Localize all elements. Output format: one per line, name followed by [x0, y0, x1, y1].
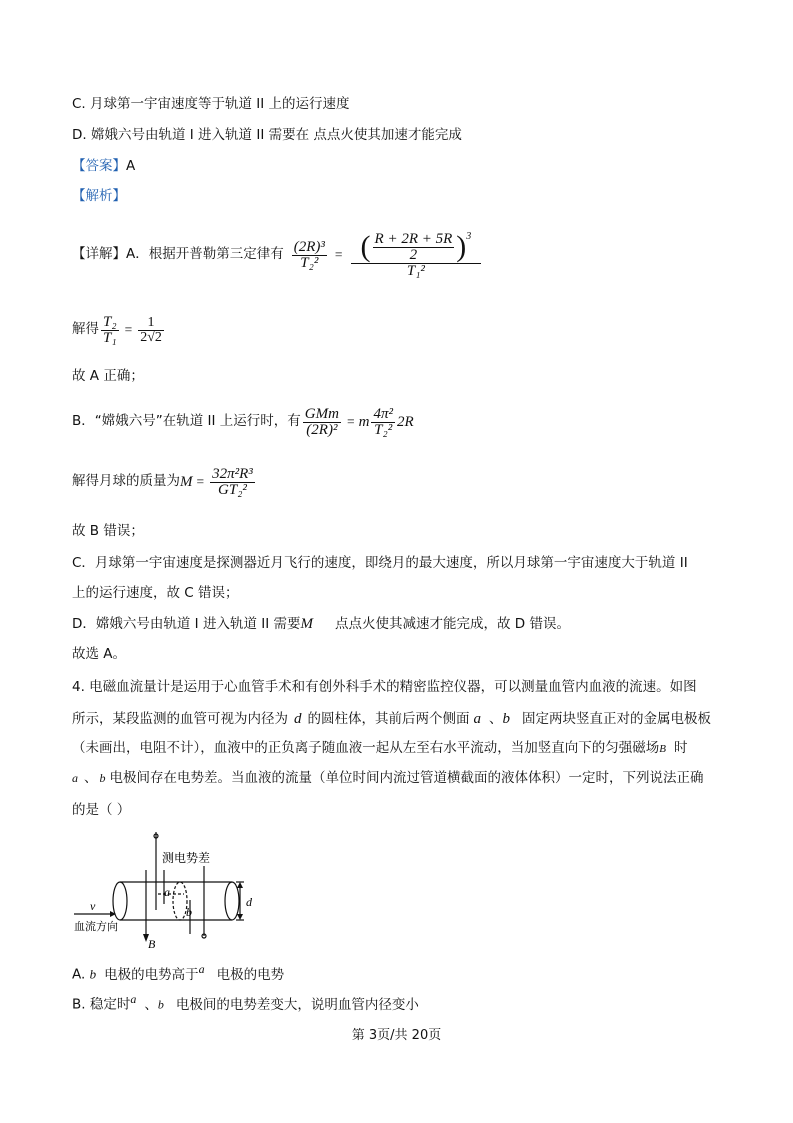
label-B: B	[148, 937, 156, 950]
q4-line2-mid: 的圆柱体，其前后两个侧面	[307, 711, 470, 727]
grav-fraction	[303, 407, 341, 438]
kepler-left-num: (2R)³	[293, 238, 325, 255]
detail-a-text: A．根据开普勒第三定律有	[126, 246, 284, 263]
b-wrong: 故 B 错误；	[72, 523, 144, 539]
mass-num: 32π²R³	[212, 465, 253, 482]
q4-line4-b: b	[99, 771, 106, 785]
d-line-pre: D．嫦娥六号由轨道 I 进入轨道 II 需要	[72, 616, 301, 632]
ratio-fraction	[101, 315, 119, 346]
ratio-rhs-fraction	[138, 316, 164, 345]
grav-rhs-fraction	[371, 407, 395, 438]
kepler-inner-num: R + 2R + 5R	[374, 230, 453, 247]
q4-B: B	[659, 743, 666, 755]
q4-line2-post: 固定两块竖直正对的金属电极板	[522, 711, 711, 727]
opt-a-post: 电极的电势	[216, 966, 285, 983]
q4-line4-post: 电极间存在电势差。当血液的流量（单位时间内流过管道横截面的液体体积）一定时，下列说法正确	[109, 770, 704, 786]
q4-d: d	[294, 711, 302, 727]
c-line1: C．月球第一宇宙速度是探测器近月飞行的速度，即绕月的最大速度，所以月球第一宇宙速度大于轨道 II	[72, 555, 688, 571]
choose-line: 故选 A。	[72, 646, 127, 662]
grav-rhs-post: 2R	[396, 413, 414, 430]
opt-a-b: b	[89, 966, 97, 982]
q4-line2	[72, 712, 711, 727]
q4-line3-post: 时	[673, 740, 688, 756]
q4-line4-a: a	[72, 771, 78, 785]
b-text: B．“嫦娥六号”在轨道 II 上运行时，有	[72, 413, 301, 430]
grav-den: (2R)²	[306, 421, 338, 438]
q4-line5: 的是（ ）	[72, 802, 131, 818]
q4-line4	[72, 772, 704, 786]
label-measure: 测电势差	[162, 851, 211, 865]
cross-section	[173, 882, 187, 920]
label-v: v	[90, 899, 96, 913]
label-flow: 血流方向	[74, 920, 118, 933]
mass-line: 解得月球的质量为 M = $\frac{\text{32π²R³}}{\text{GT₂²}}$	[72, 465, 253, 498]
mass-fraction	[210, 467, 255, 498]
a-correct: 故 A 正确；	[72, 368, 144, 384]
opt-a-mid: 电极的电势高于	[104, 966, 199, 983]
tube-right-end	[225, 882, 239, 920]
grav-rhs-den: T₂²	[374, 421, 393, 438]
label-d: d	[246, 895, 252, 909]
ratio-num: T₂	[103, 313, 117, 330]
mass-text: 解得月球的质量为	[72, 473, 180, 490]
d-line-point: M	[300, 616, 314, 632]
q4-line3	[72, 742, 687, 756]
grav-rhs-pre: m	[358, 413, 370, 430]
option-b	[72, 993, 419, 1012]
b-line: B．“嫦娥六号”在轨道 II 上运行时，有 $\frac{\text{GMm}}{\text{(2R)²}}$ = m $\frac{\text{4π²}}{\text{T₂²}}$ 2R	[72, 405, 414, 438]
opt-a-a: a	[198, 962, 205, 976]
page-footer: 第 3页/共 20页	[351, 1028, 442, 1043]
q4-b: b	[502, 711, 510, 727]
grav-rhs-num: 4π²	[373, 405, 393, 422]
mass-lhs: M	[180, 473, 193, 490]
ratio-rhs-den: 2√2	[140, 329, 162, 345]
kepler-exp: 3	[466, 230, 472, 242]
d-line-post: 点点火使其减速才能完成，故 D 错误。	[335, 616, 570, 632]
answer-value: A	[126, 158, 136, 174]
d-line	[72, 617, 570, 632]
detail-tag: 【详解】	[72, 246, 126, 263]
q4-line4-sep: 、	[84, 770, 98, 786]
opt-b-sep: 、	[144, 996, 158, 1013]
kepler-inner-fraction	[373, 232, 455, 263]
ratio-den: T₁	[103, 329, 117, 346]
opt-b-a: a	[130, 992, 137, 1006]
kepler-inner-den: 2	[409, 246, 418, 263]
detail-a-line: 【详解】 A．根据开普勒第三定律有 $\frac{\text{(2R)³}}{\text{T₂²}}$ = ( $\frac{R + 2R + 5R}{2}$ ) $^3$ T₁²	[72, 225, 483, 285]
q4-sep: 、	[489, 711, 503, 727]
label-b: b	[186, 905, 192, 919]
solve-line: 解得 $\frac{\text{T₂}}{\text{T₁}}$ = $\frac{1}{2√2}$	[72, 313, 162, 346]
answer-tag: 【答案】	[72, 158, 126, 174]
option-a	[72, 963, 284, 982]
mass-den: GT₂²	[218, 481, 247, 498]
line-c-option: C. 月球第一宇宙速度等于轨道 II 上的运行速度	[72, 96, 350, 112]
blood-flow-figure	[72, 830, 262, 950]
answer-line	[72, 160, 135, 174]
label-a: a	[164, 885, 170, 899]
opt-b-post: 电极间的电势差变大，说明血管内径变小	[175, 996, 419, 1013]
c-line2: 上的运行速度，故 C 错误；	[72, 585, 239, 601]
grav-num: GMm	[304, 405, 339, 422]
kepler-left-fraction	[292, 240, 327, 271]
solve-text: 解得	[72, 321, 99, 338]
kepler-right-fraction: ( $\frac{R + 2R + 5R}{2}$ ) $^3$ T₁²	[351, 232, 482, 279]
q4-line2-pre: 所示，某段监测的血管可视为内径为	[72, 711, 288, 727]
kepler-right-den: T₁²	[406, 262, 425, 279]
opt-a-pre: A.	[72, 966, 90, 983]
line-d-option: D. 嫦娥六号由轨道 I 进入轨道 II 需要在 点点火使其加速才能完成	[72, 127, 462, 143]
q4-line3-pre: （未画出，电阻不计），血液中的正负离子随血液一起从左至右水平流动，当加竖直向下的匀强磁场	[72, 740, 660, 756]
opt-b-pre: B. 稳定时	[72, 996, 131, 1013]
opt-b-b: b	[157, 997, 164, 1012]
ratio-rhs-num: 1	[138, 316, 164, 331]
analysis-tag: 【解析】	[72, 188, 126, 204]
q4-a: a	[473, 711, 481, 727]
kepler-left-den: T₂²	[300, 254, 319, 271]
q4-line1: 4. 电磁血流量计是运用于心血管手术和有创外科手术的精密监控仪器，可以测量血管内血液的流速。如图	[72, 679, 697, 695]
